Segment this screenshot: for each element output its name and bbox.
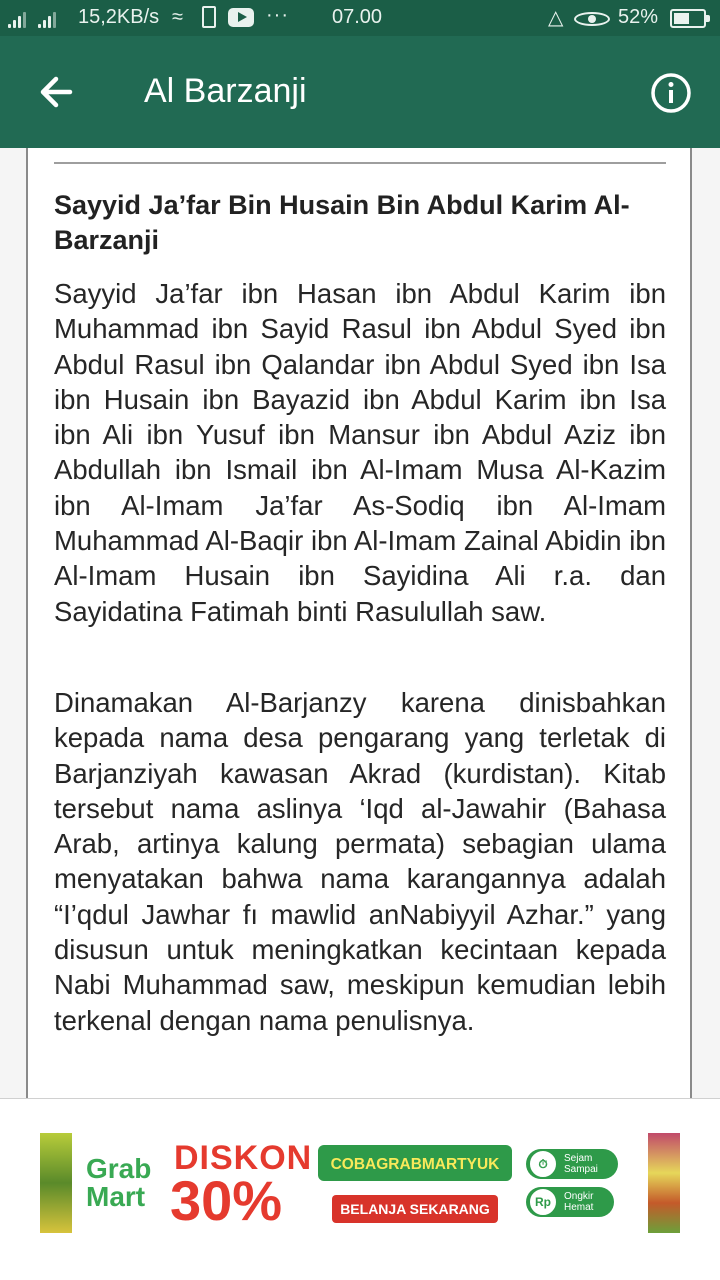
ad-discount-percent: 30% bbox=[170, 1169, 283, 1232]
page-title: Al Barzanji bbox=[144, 72, 307, 110]
ad-image-right bbox=[648, 1133, 680, 1233]
wifi-icon: ≈ bbox=[172, 6, 183, 28]
back-button[interactable] bbox=[30, 66, 82, 118]
ad-cta-button[interactable]: BELANJA SEKARANG bbox=[332, 1195, 498, 1223]
ad-badge-delivery: ⏱ Sejam Sampai bbox=[526, 1149, 618, 1179]
info-button[interactable] bbox=[648, 70, 694, 116]
battery-fill bbox=[674, 13, 689, 24]
content-scroll-area[interactable] bbox=[0, 148, 720, 1098]
app-bar bbox=[0, 36, 720, 148]
status-bar bbox=[0, 0, 720, 36]
ad-promo-code: COBAGRABMARTYUK bbox=[318, 1145, 512, 1181]
battery-percent: 52% bbox=[618, 6, 659, 28]
bell-off-icon: △ bbox=[548, 7, 564, 29]
clock: 07.00 bbox=[332, 6, 383, 28]
ad-promo-label: kode promo bbox=[370, 1147, 416, 1156]
more-notifications-icon: ··· bbox=[266, 4, 289, 26]
article-paragraph: Dinamakan Al-Barjanzy karena dinisbahkan kepada nama desa pengarang yang terletak di Barjanziyah kawasan Akrad (kurdistan). Kitab tersebut nama aslinya ‘Iqd al-Jawahir (Bahasa Arab, artinya kalung permata) sebagian ulama menyatakan bahwa nama karangannya adalah “I’qdul Jawhar fı mawlid anNabiyyil Azhar.” yang disusun untuk meningkatkan kecintaan kepada Nabi Muhammad saw, meskipun kemudian lebih terkenal dengan nama penulisnya. bbox=[54, 687, 666, 1036]
signal-icon bbox=[8, 8, 56, 28]
article-paragraph: Sayyid Ja’far ibn Hasan ibn Abdul Karim ibn Muhammad ibn Sayid Rasul ibn Abdul Syed ibn Abdul Rasul ibn Qalandar ibn Abdul Syed ibn Isa ibn Husain ibn Bayazid ibn Abdul Karim ibn Isa ibn Ali ibn Yusuf ibn Mansur ibn Abdul Aziz ibn Abdullah ibn Ismail ibn Al-Imam Musa Al-Kazim ibn Al-Imam Ja’far As-Sodiq ibn Al-Imam Muhammad Al-Baqir ibn Al-Imam Zainal Abidin ibn Al-Imam Husain ibn Sayidina Ali r.a. dan Sayidatina Fatimah binti Rasulullah saw. bbox=[54, 278, 666, 627]
ad-banner[interactable] bbox=[40, 1133, 680, 1233]
article-card bbox=[26, 148, 692, 1098]
arrow-left-icon bbox=[30, 66, 82, 118]
eye-icon bbox=[574, 12, 610, 26]
info-icon bbox=[648, 70, 694, 116]
battery-icon bbox=[670, 9, 706, 28]
clock-icon: ⏱ bbox=[528, 1149, 558, 1179]
ad-area bbox=[0, 1098, 720, 1280]
network-speed: 15,2KB/s bbox=[78, 6, 160, 28]
youtube-icon bbox=[228, 8, 254, 27]
ad-badge-shipping: Rp Ongkir Hemat bbox=[526, 1187, 614, 1217]
ad-logo: Grab Mart bbox=[86, 1153, 152, 1212]
sim-icon bbox=[202, 6, 216, 28]
ad-image-left bbox=[40, 1133, 72, 1233]
ad-headline: DISKON bbox=[174, 1139, 313, 1177]
article-heading: Sayyid Ja’far Bin Husain Bin Abdul Karim Al-Barzanji bbox=[54, 190, 630, 255]
divider bbox=[54, 162, 666, 164]
rupiah-icon: Rp bbox=[528, 1187, 558, 1217]
